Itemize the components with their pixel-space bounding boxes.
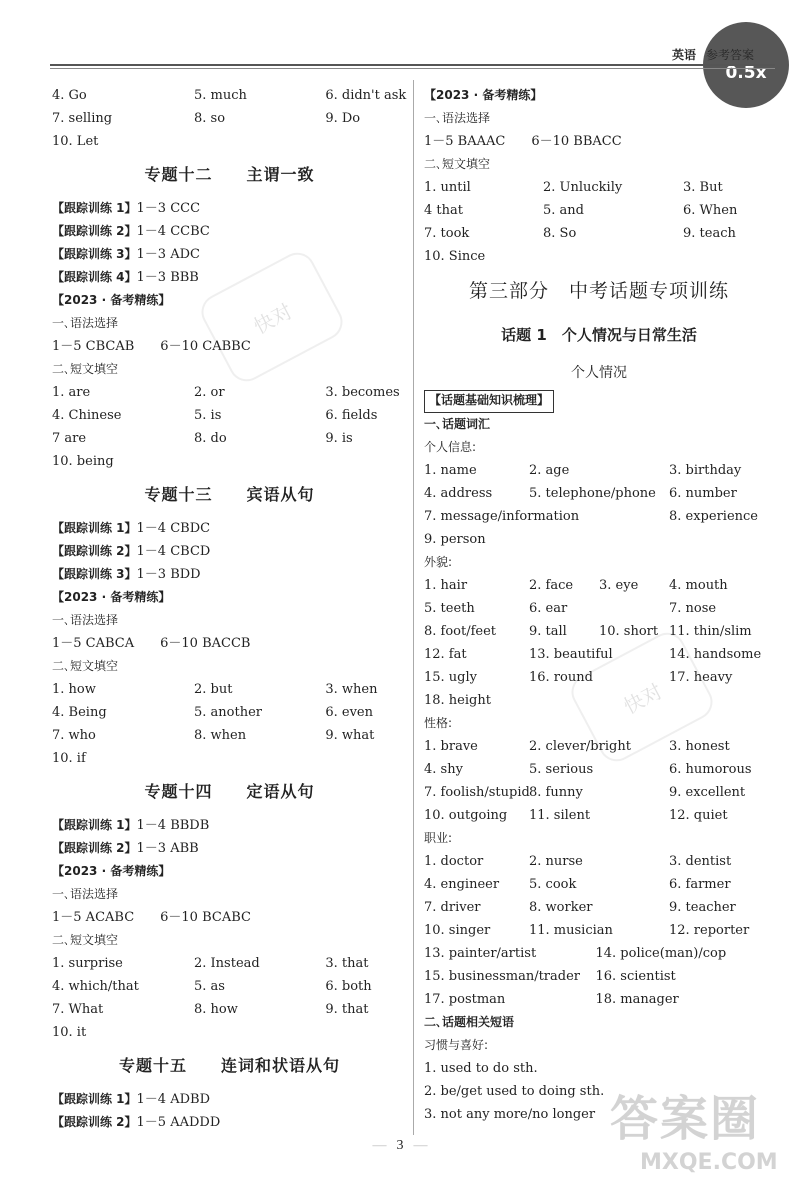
answer-row (424, 245, 774, 268)
vocab-cell: 18. manager (595, 992, 679, 1007)
track-label: 【跟踪训练 3】 (52, 247, 137, 261)
section-label-row (52, 358, 407, 381)
answer-row (52, 1021, 407, 1044)
answer-cell: 6. fields (325, 408, 378, 423)
vocab-cell: 2. age (529, 463, 570, 478)
track-answer: 1－3 ABB (136, 841, 199, 856)
track-row (52, 266, 407, 289)
vocab-cell: 6. humorous (669, 762, 752, 777)
vocab-cell: 1. name (424, 463, 477, 478)
answer-cell: 5. and (543, 203, 584, 218)
exam-label: 【2023 · 备考精练】 (52, 590, 171, 604)
exam-label-row (424, 84, 774, 107)
answer-cell: 5. another (194, 705, 262, 720)
answer-cell: 9. is (325, 431, 353, 446)
answer-cell: 4. Being (52, 705, 107, 720)
exam-label: 【2023 · 备考精练】 (52, 293, 171, 307)
track-answer: 1－4 ADBD (136, 1092, 210, 1107)
vocab-cell: 15. ugly (424, 670, 478, 685)
track-label: 【跟踪训练 3】 (52, 567, 137, 581)
answer-cell: 6. even (325, 705, 373, 720)
section-label-row (52, 312, 407, 335)
vocab-cell: 6. ear (529, 601, 568, 616)
knowledge-box-label: 【话题基础知识梳理】 (424, 390, 554, 413)
vocab-row (424, 574, 774, 597)
grammar-label: 一､语法选择 (424, 111, 491, 125)
answer-cell: 8. when (194, 728, 247, 743)
track-label: 【跟踪训练 4】 (52, 270, 137, 284)
section-label-row (52, 929, 407, 952)
site-logo: 答案圈 (610, 1091, 761, 1147)
answer-cell: 4 that (424, 203, 463, 218)
grammar-answer: 1－5 ACABC 6－10 BCABC (52, 910, 251, 925)
grammar-answer: 1－5 CABCA 6－10 BACCB (52, 636, 251, 651)
subtopic-title: 个人情况 (571, 365, 627, 381)
section-label-row (424, 153, 774, 176)
vocab-cell: 5. serious (529, 762, 594, 777)
answer-cell: 7. who (52, 728, 96, 743)
answer-cell: 10. Since (424, 249, 486, 264)
vocab-row (424, 666, 774, 689)
phrase-row (424, 1057, 774, 1080)
grammar-answer: 1－5 CBCAB 6－10 CABBC (52, 339, 251, 354)
answer-cell: 5. is (194, 408, 222, 423)
track-label: 【跟踪训练 1】 (52, 521, 137, 535)
exam-label: 【2023 · 备考精练】 (52, 864, 171, 878)
vocab-row (424, 482, 774, 505)
grammar-label: 一､语法选择 (52, 613, 119, 627)
page-number-value: 3 (396, 1138, 404, 1153)
vocab-cell: 7. driver (424, 900, 481, 915)
vocab-row (424, 804, 774, 827)
answer-cell: 3. But (683, 180, 723, 195)
vocab-cell: 4. shy (424, 762, 463, 777)
vocab-label: 一､话题词汇 (424, 417, 491, 431)
site-url: MXQE.COM (640, 1150, 778, 1175)
vocab-cell: 11. silent (529, 808, 591, 823)
vocab-cell: 14. police(man)/cop (595, 946, 727, 961)
vocab-cell: 16. scientist (595, 969, 676, 984)
answer-cell: 10. if (52, 751, 86, 766)
grammar-label: 一､语法选择 (52, 316, 119, 330)
answer-row (52, 747, 407, 770)
vocab-row (424, 597, 774, 620)
vocab-cell: 3. birthday (669, 463, 742, 478)
vocab-cell: 5. cook (529, 877, 577, 892)
vocab-row (424, 758, 774, 781)
vocab-cell: 7. foolish/stupid (424, 785, 530, 800)
answer-cell: 6. When (683, 203, 738, 218)
answer-cell: 1. until (424, 180, 471, 195)
answer-row (52, 724, 407, 747)
category-label: 外貌: (424, 555, 453, 569)
vocab-cell: 3. honest (669, 739, 730, 754)
vocab-cell: 1. brave (424, 739, 478, 754)
answer-cell: 9. what (325, 728, 375, 743)
vocab-row (424, 459, 774, 482)
vocab-row (424, 965, 774, 988)
vocab-row (424, 942, 774, 965)
section-label-row (52, 883, 407, 906)
section-label-row (52, 655, 407, 678)
track-row (52, 517, 407, 540)
answer-cell: 8. do (194, 431, 227, 446)
vocab-cell: 11. musician (529, 923, 613, 938)
vocab-cell: 15. businessman/trader (424, 969, 580, 984)
answer-row (424, 199, 774, 222)
answer-cell: 6. didn't ask (325, 88, 407, 103)
vocab-cell: 12. fat (424, 647, 467, 662)
answer-row (52, 107, 407, 130)
header-subject: 英语 (672, 48, 697, 62)
section-label-row (424, 107, 774, 130)
topic-title: 专题十三 宾语从句 (144, 485, 315, 504)
answer-cell: 2. Instead (194, 956, 260, 971)
answer-row (52, 952, 407, 975)
topic-title: 专题十二 主谓一致 (144, 165, 315, 184)
vocab-cell: 7. nose (669, 601, 717, 616)
cloze-label: 二､短文填空 (52, 659, 119, 673)
answer-cell: 7. selling (52, 111, 113, 126)
answer-cell: 4. which/that (52, 979, 139, 994)
vocab-cell: 4. address (424, 486, 493, 501)
vocab-cell: 10. outgoing (424, 808, 508, 823)
vocab-cell: 2. nurse (529, 854, 583, 869)
vocab-cell: 13. beautiful (529, 647, 613, 662)
answer-cell: 7. What (52, 1002, 104, 1017)
header-rule-thin (50, 68, 775, 69)
answer-cell: 10. Let (52, 134, 99, 149)
vocab-cell: 5. teeth (424, 601, 475, 616)
track-answer: 1－5 AADDD (136, 1115, 221, 1130)
answer-cell: 9. that (325, 1002, 369, 1017)
playback-speed-button[interactable]: 0.5x (703, 22, 789, 108)
vocab-row (424, 781, 774, 804)
cloze-label: 二､短文填空 (52, 933, 119, 947)
box-label-row (424, 390, 774, 413)
vocab-cell: 9. excellent (669, 785, 746, 800)
vocab-row (424, 988, 774, 1011)
header-rule (50, 64, 775, 66)
track-answer: 1－3 BDD (136, 567, 201, 582)
column-divider (413, 80, 414, 1135)
grammar-label: 一､语法选择 (52, 887, 119, 901)
phrase-label: 二､话题相关短语 (424, 1015, 515, 1029)
track-answer: 1－4 CBCD (136, 544, 211, 559)
category-label-row (424, 827, 774, 850)
answer-cell: 8. how (194, 1002, 238, 1017)
vocab-cell: 3. dentist (669, 854, 732, 869)
vocab-cell: 8. experience (669, 509, 758, 524)
answer-cell: 2. or (194, 385, 225, 400)
track-answer: 1－4 BBDB (136, 818, 210, 833)
vocab-cell: 9. teacher (669, 900, 736, 915)
right-column (424, 84, 774, 1126)
vocab-cell: 11. thin/slim (669, 624, 752, 639)
track-answer: 1－3 CCC (136, 201, 201, 216)
vocab-row (424, 643, 774, 666)
left-column (52, 84, 407, 1134)
vocab-cell: 12. reporter (669, 923, 750, 938)
track-answer: 1－4 CCBC (136, 224, 210, 239)
track-answer: 1－3 ADC (136, 247, 200, 262)
answer-row (52, 130, 407, 153)
vocab-cell: 17. heavy (669, 670, 733, 685)
answer-row (52, 975, 407, 998)
vocab-cell: 7. message/information (424, 509, 580, 524)
vocab-row (424, 850, 774, 873)
exam-label-row (52, 586, 407, 609)
track-label: 【跟踪训练 2】 (52, 224, 137, 238)
category-label-row (424, 1034, 774, 1057)
vocab-cell: 14. handsome (669, 647, 762, 662)
answer-cell: 9. Do (325, 111, 361, 126)
vocab-row (424, 689, 774, 712)
vocab-cell: 16. round (529, 670, 593, 685)
topic-title: 专题十五 连词和状语从句 (118, 1056, 340, 1075)
grammar-answer-row (424, 130, 774, 153)
track-label: 【跟踪训练 1】 (52, 201, 137, 215)
answer-row (52, 450, 407, 473)
answer-cell: 7. took (424, 226, 470, 241)
answer-row (52, 998, 407, 1021)
part-title: 第三部分 中考话题专项训练 (468, 280, 729, 302)
answer-cell: 6. both (325, 979, 372, 994)
vocab-cell: 2. face (529, 578, 574, 593)
track-row (52, 243, 407, 266)
vocab-row (424, 528, 774, 551)
answer-cell: 3. becomes (325, 385, 400, 400)
topic-title: 话题 1 个人情况与日常生活 (501, 326, 697, 344)
category-label: 性格: (424, 716, 453, 730)
vocab-row (424, 735, 774, 758)
vocab-row (424, 873, 774, 896)
answer-cell: 2. Unluckily (543, 180, 623, 195)
answer-cell: 1. how (52, 682, 96, 697)
vocab-cell: 8. funny (529, 785, 583, 800)
answer-cell: 9. teach (683, 226, 736, 241)
track-answer: 1－4 CBDC (136, 521, 211, 536)
exam-label: 【2023 · 备考精练】 (424, 88, 543, 102)
vocab-cell: 10. short (599, 624, 659, 639)
answer-row (424, 222, 774, 245)
track-row (52, 220, 407, 243)
exam-label-row (52, 289, 407, 312)
category-label: 个人信息: (424, 440, 477, 454)
track-label: 【跟踪训练 2】 (52, 841, 137, 855)
vocab-cell (599, 597, 669, 620)
vocab-cell: 12. quiet (669, 808, 728, 823)
answer-row (52, 404, 407, 427)
cloze-label: 二､短文填空 (52, 362, 119, 376)
answer-cell: 8. So (543, 226, 577, 241)
answer-cell: 3. that (325, 956, 369, 971)
vocab-cell: 2. clever/bright (529, 739, 631, 754)
track-answer: 1－3 BBB (136, 270, 199, 285)
track-row (52, 1088, 407, 1111)
vocab-cell: 1. doctor (424, 854, 484, 869)
section-label-row (52, 609, 407, 632)
grammar-answer-row (52, 632, 407, 655)
vocab-cell: 6. number (669, 486, 737, 501)
vocab-row (424, 620, 774, 643)
category-label-row (424, 712, 774, 735)
track-row (52, 1111, 407, 1134)
topic-title: 专题十四 定语从句 (144, 782, 315, 801)
vocab-cell: 18. height (424, 693, 491, 708)
category-label: 职业: (424, 831, 453, 845)
vocab-cell: 6. farmer (669, 877, 731, 892)
track-row (52, 814, 407, 837)
grammar-answer: 1－5 BAAAC 6－10 BBACC (424, 134, 622, 149)
vocab-cell: 8. foot/feet (424, 624, 497, 639)
answer-cell: 10. being (52, 454, 114, 469)
answer-cell: 1. are (52, 385, 91, 400)
vocab-row (424, 896, 774, 919)
vocab-cell: 8. worker (529, 900, 593, 915)
vocab-cell: 13. painter/artist (424, 946, 537, 961)
phrase-item: 2. be/get used to doing sth. (424, 1084, 605, 1099)
answer-cell: 4. Go (52, 88, 87, 103)
answer-cell: 10. it (52, 1025, 87, 1040)
track-row (52, 563, 407, 586)
phrase-item: 1. used to do sth. (424, 1061, 538, 1076)
vocab-cell: 1. hair (424, 578, 468, 593)
cloze-label: 二､短文填空 (424, 157, 491, 171)
answer-row (424, 176, 774, 199)
grammar-answer-row (52, 335, 407, 358)
answer-cell: 7 are (52, 431, 87, 446)
track-row (52, 837, 407, 860)
answer-row (52, 678, 407, 701)
vocab-cell: 9. tall (529, 624, 567, 639)
vocab-cell: 4. mouth (669, 578, 728, 593)
track-label: 【跟踪训练 1】 (52, 818, 137, 832)
vocab-cell: 5. telephone/phone (529, 486, 656, 501)
answer-row (52, 84, 407, 107)
vocab-cell: 4. engineer (424, 877, 500, 892)
section-label-row (424, 413, 774, 436)
vocab-cell: 9. person (424, 532, 486, 547)
category-label: 习惯与喜好: (424, 1038, 489, 1052)
answer-row (52, 701, 407, 724)
watermark-stamp: 快对 (565, 626, 719, 767)
category-label-row (424, 436, 774, 459)
vocab-cell: 10. singer (424, 923, 491, 938)
phrase-item: 3. not any more/no longer (424, 1107, 596, 1122)
grammar-answer-row (52, 906, 407, 929)
track-label: 【跟踪训练 2】 (52, 1115, 137, 1129)
page-number: — 3 — (372, 1138, 428, 1153)
track-label: 【跟踪训练 2】 (52, 544, 137, 558)
answer-row (52, 427, 407, 450)
track-label: 【跟踪训练 1】 (52, 1092, 137, 1106)
answer-cell: 5. much (194, 88, 247, 103)
category-label-row (424, 551, 774, 574)
answer-cell: 3. when (325, 682, 378, 697)
answer-cell: 5. as (194, 979, 225, 994)
vocab-cell: 17. postman (424, 992, 506, 1007)
vocab-cell: 3. eye (599, 578, 639, 593)
answer-cell: 8. so (194, 111, 226, 126)
vocab-row (424, 505, 774, 528)
track-row (52, 197, 407, 220)
watermark-stamp: 快对 (195, 246, 349, 387)
answer-cell: 1. surprise (52, 956, 123, 971)
section-label-row (424, 1011, 774, 1034)
vocab-row (424, 919, 774, 942)
answer-row (52, 381, 407, 404)
track-row (52, 540, 407, 563)
exam-label-row (52, 860, 407, 883)
answer-cell: 2. but (194, 682, 233, 697)
answer-cell: 4. Chinese (52, 408, 122, 423)
